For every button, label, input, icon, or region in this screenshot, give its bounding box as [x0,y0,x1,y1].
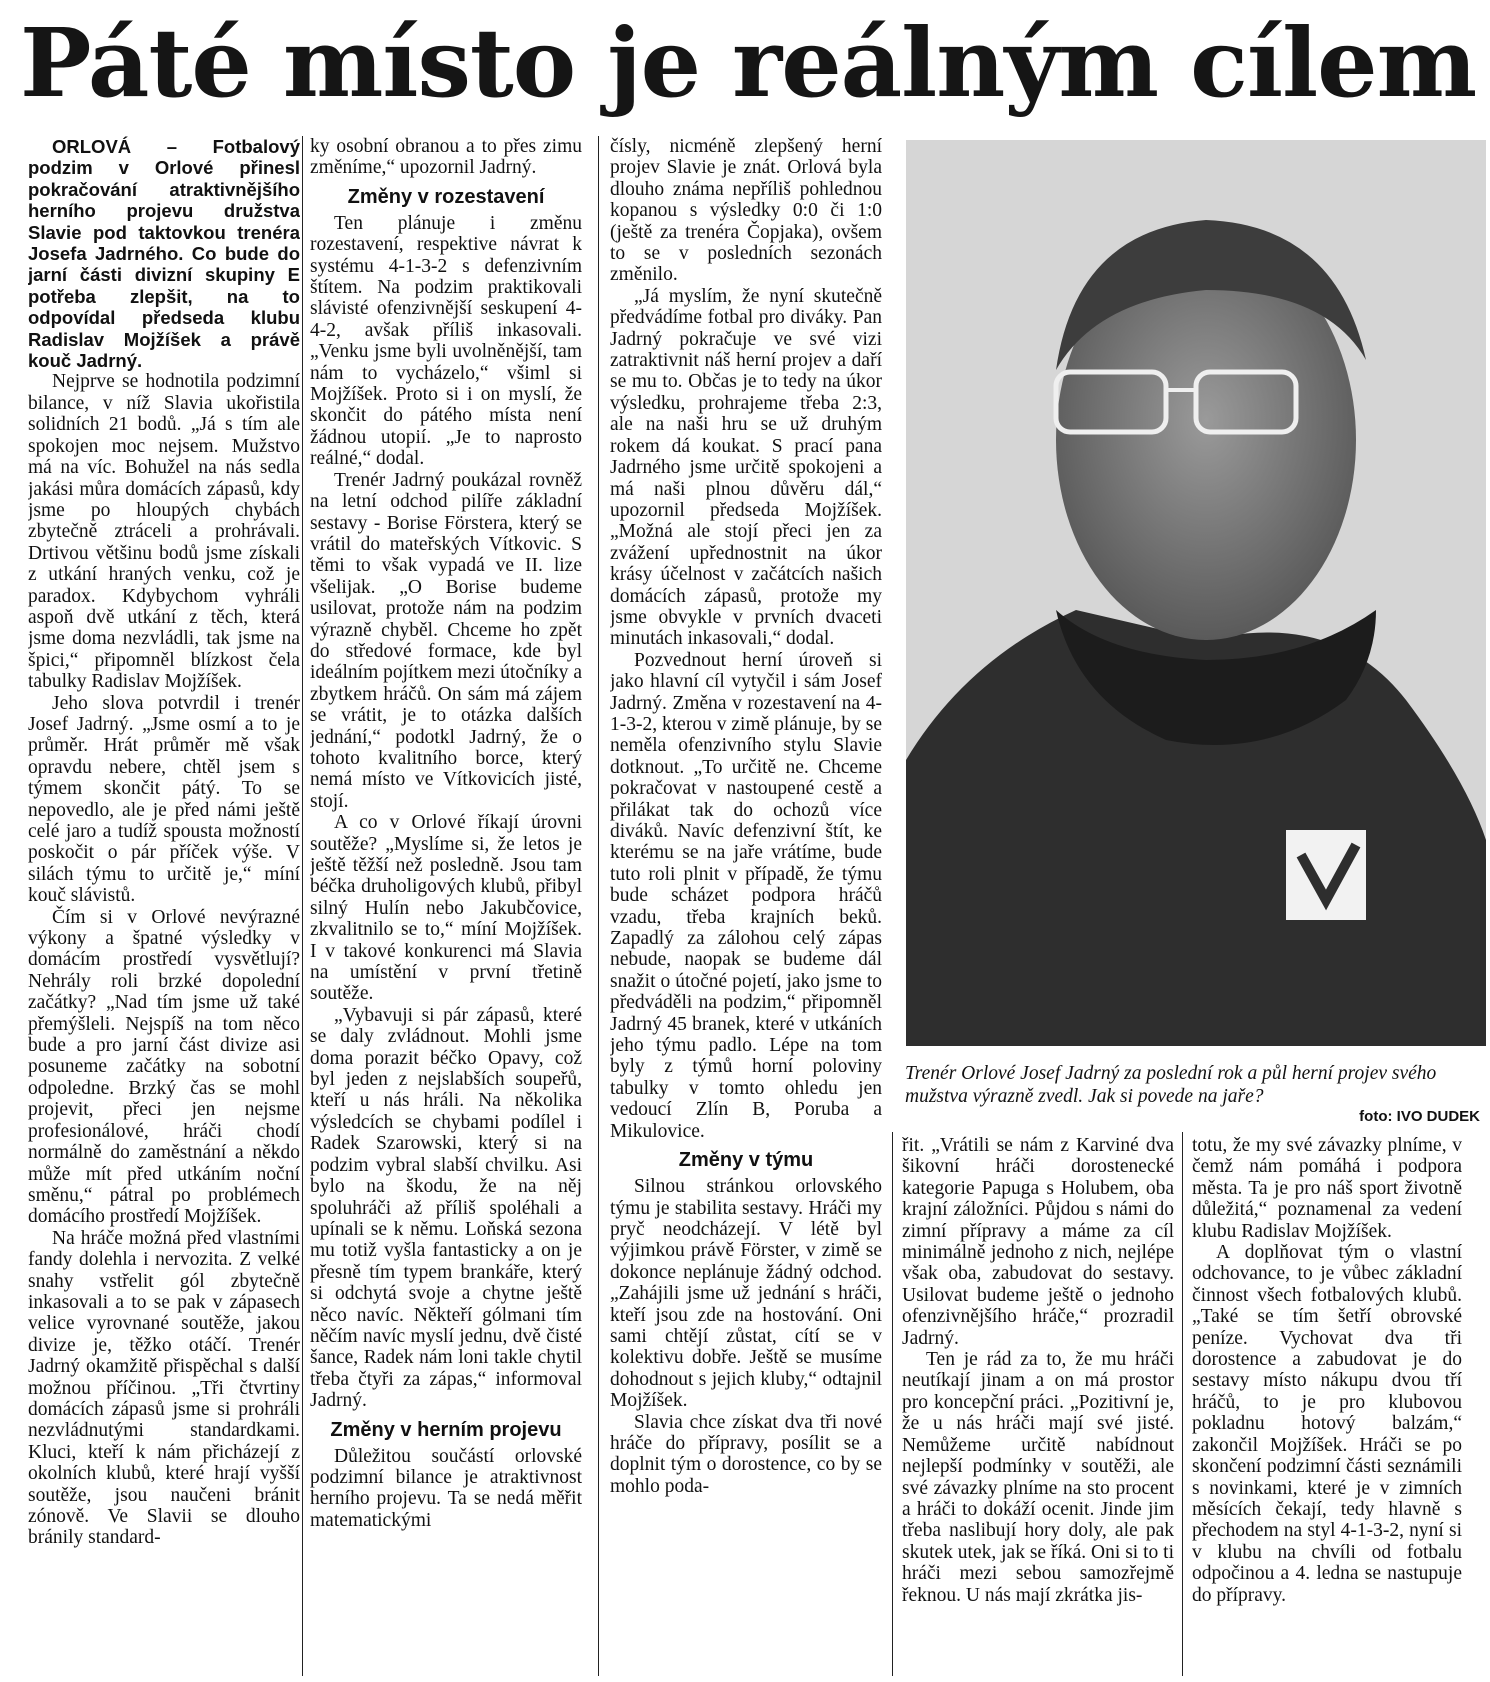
paragraph: A doplňovat tým o vlastní odchovance, to je vůbec základní činnost všech fotbalových klubů. „Také se tím šetří obrovské peníze. Vychovat dva tři dorostence a zabudovat je do sestavy místo nákupu dvou tří hráčů, to je pro klubovou pokladnu hotový balzám,“ zakončil Mojžíšek. Hráči se po skončení podzimní části seznámili s novinkami, které je v zimních měsících čekají, tedy hlavně s přechodem na styl 4-1-3-2, nyní si v klubu na chvíli od fotbalu odpočinou a 4. ledna se nastupuje do přípravy. [1192,1242,1462,1606]
paragraph: čísly, nicméně zlepšený herní projev Slavie je znát. Orlová byla dlouho známa nepříliš pohlednou kopanou s výsledky 0:0 či 1:0 (ještě za trenéra Čopjaka), ovšem to se v posledních sezonách změnilo. [610,136,882,286]
paragraph: Ten plánuje i změnu rozestavení, respektive návrat k systému 4-1-3-2 s defenzivním štítem. Na podzim praktikovali slávisté ofenzivnější seskupení 4-4-2, avšak příliš inkasovali. „Venku jsme byli uvolněnější, tam nám to vycházelo,“ všiml si Mojžíšek. Proto si i on myslí, že skončit do pátého místa není žádnou utopií. „Je to naprosto reálné,“ dodal. [310,212,582,470]
paragraph: Nejprve se hodnotila podzimní bilance, v níž Slavia ukořistila solidních 21 bodů. „Já s tím ale spokojen moc nejsem. Mužstvo má na víc. Bohužel na nás sedla jakási můra domácích zápasů, kdy jsme po hloupých chybách zbytečně ztráceli a prohrávali. Drtivou většinu bodů jsme získali z utkání hraných venku, což je paradox. Kdybychom vyhráli aspoň dvě utkání z těch, která jsme doma nezvládli, tak jsme na špici,“ připomněl blízkost čela tabulky Radislav Mojžíšek. [28,371,300,693]
paragraph: Trenér Jadrný poukázal rovněž na letní odchod pilíře základní sestavy - Borise Förstera, který se vrátil do mateřských Vítkovic. S těmi to však vypadá ve II. lize všelijak. „O Borise budeme usilovat, protože nám na podzim výrazně chyběl. Chceme ho zpět do středové formace, kde byl ideálním pojítkem mezi útočníky a zbytkem hráčů. On sám má zájem se vrátit, je to otázka dalších jednání,“ podotkl Jadrný, že o tohoto kvalitního borce, který nemá místo ve Vítkovicích jisté, stojí. [310,469,582,812]
paragraph: „Já myslím, že nyní skutečně předvádíme fotbal pro diváky. Pan Jadrný pokračuje ve své vizi zatraktivnit náš herní projev a daří se mu to. Občas je to tedy na úkor výsledku, prohrajeme třeba 2:3, ale na naši hru se už druhým rokem dá koukat. S prací pana Jadrného jsme určitě spokojeni a má naši plnou důvěru dál,“ upozornil předseda Mojžíšek. „Možná ale stojí přeci jen za zvážení upřednostnit na úkor krásy účelnost v začátcích našich domácích zápasů, protože my jsme obvykle v prvních dvaceti minutách inkasovali,“ dodal. [610,285,882,650]
paragraph: Slavia chce získat dva tři nové hráče do přípravy, posílit se a doplnit tým o dorostence, co by se mohlo poda- [610,1411,882,1497]
paragraph: Ten je rád za to, že mu hráči neutíkají jinam a on má prostor pro koncepční práci. „Pozitivní je, že u nás hráči mají své jisté. Nemůžeme určitě nabídnout nejlepší podmínky v soutěži, ale své závazky plníme na sto procent a hráči to dokáží ocenit. Jinde jim třeba naslibují hory doly, ale pak skutek utek, jak se říká. Oni si to ti hráči mezi sebou samozřejmě řeknou. U nás mají zkrátka jis- [902,1349,1174,1606]
article-column-2 [310,136,582,1676]
paragraph: Silnou stránkou orlovského týmu je stabilita sestavy. Hráči my pryč neodcházejí. V létě byl výjimkou právě Förster, v zimě se dokonce neplánuje žádný odchod. „Zahájili jsme už jednání s hráči, kteří jsou zde na hostování. Oni sami chtějí zůstat, cítí se v kolektivu dobře. Ještě se musíme dohodnout s jejich kluby,“ odtajnil Mojžíšek. [610,1176,882,1412]
coach-portrait-image [906,140,1486,1046]
photo-caption: Trenér Orlové Josef Jadrný za poslední rok a půl herní projev svého mužstva výrazně zvedl. Jak si povede na jaře? [905,1063,1437,1107]
subheading-tym: Změny v týmu [678,1149,814,1172]
lead-paragraph [28,136,300,371]
subheading-herni-projev: Změny v herním projevu [330,1418,562,1441]
paragraph: Čím si v Orlové nevýrazné výkony a špatné výsledky v domácím prostředí vysvětlují? Nehrály roli brzké dopolední začátky? „Nad tím jsme už také přemýšleli. Nejspíš na tom něco bude a pro jarní část divize asi posuneme začátky na sobotní odpoledne. Brzký čas se mohl projevit, přeci jen nejsme profesionálové, hráči chodí normálně do zaměstnání a někdo může mít před utkáním noční směnu,“ pátral po problémech domácího prostředí Mojžíšek. [28,906,300,1228]
column-rule [598,136,599,1676]
paragraph: řit. „Vrátili se nám z Karviné dva šikovní hráči dorostenecké kategorie Papuga s Holubem, oba krajní záložníci. Půjdou s námi do zimní přípravy a máme za cíl minimálně jednoho z nich, nejlépe však oba, zabudovat do sestavy. Usilovat budeme ještě o jednoho ofenzivnějšího hráče,“ prozradil Jadrný. [902,1135,1174,1349]
paragraph: totu, že my své závazky plníme, v čemž nám pomáhá i podpora města. Ta je pro náš sport životně důležitá,“ poznamenal za vedení klubu Radislav Mojžíšek. [1192,1135,1462,1242]
column-rule [1182,1132,1183,1676]
column-rule [892,1132,893,1676]
article-column-4 [902,1135,1174,1675]
article-column-3 [610,136,882,1676]
dateline: ORLOVÁ [52,136,132,157]
photo-credit: foto: IVO DUDEK [1359,1108,1480,1125]
paragraph: „Vybavuji si pár zápasů, které se daly zvládnout. Mohli jsme doma porazit béčko Opavy, což byl jeden z nejslabších soupeřů, kteří u nás hráli. Na několika výsledcích se chybami podílel i Radek Szarowski, který si na podzim vybral slabší chvilku. Asi bylo na škodu, že na něj spoluhráči až příliš spoléhali a upínali se k němu. Loňská sezona mu totiž vyšla fantasticky a on je přesně tím typem brankáře, který si odchytá svoje a chytne ještě něco navíc. Někteří gólmani tím něčím navíc myslí jednu, dvě čisté šance, Radek nám loni takle chytil třeba čtyři za zápas,“ informoval Jadrný. [310,1004,582,1412]
headline: Páté místo je reálným cílem [20,8,1477,119]
column-rule [302,136,303,1676]
coach-photo [906,140,1486,1046]
article-column-1 [28,136,300,1676]
paragraph: Na hráče možná před vlastními fandy dolehla i nervozita. Z velké snahy vstřelit gól zbytečně inkasovali a to se pak v zápasech velice vyrovnané soutěže, jakou divize je, těžko otáčí. Trenér Jadrný okamžitě přispěchal s další možnou příčinou. „Tři čtvrtiny domácích zápasů jsme si prohráli nezvládnutými standardkami. Kluci, kteří k nám přicházejí z okolních klubů, které hrají vyšší soutěže, jsou naučeni bránit zónově. Ve Slavii se dlouho bránily standard- [28,1227,300,1549]
article-column-5 [1192,1135,1462,1675]
paragraph: Důležitou součástí orlovské podzimní bilance je atraktivnost herního projevu. Ta se nedá měřit matematickými [310,1445,582,1531]
subheading-rozestaveni: Změny v rozestavení [347,185,545,208]
paragraph: ky osobní obranou a to přes zimu změníme,“ upozornil Jadrný. [310,136,582,179]
lead-text: – Fotbalový podzim v Orlové přinesl pokračování atraktivnějšího herního projevu družstva Slavie pod taktovkou trenéra Josefa Jadrného. Co bude do jarní části divizní skupiny E potřeba zlepšit, na to odpovídal předseda klubu Radislav Mojžíšek a právě kouč Jadrný. [28,136,300,372]
paragraph: A co v Orlové říkají úrovni soutěže? „Myslíme si, že letos je ještě těžší než posledně. Jsou tam béčka druholigových klubů, přibyl silný Hulín nebo Jakubčovice, zkvalitnilo se to,“ míní Mojžíšek. I v takové konkurenci má Slavia na umístění v první třetině soutěže. [310,812,582,1005]
paragraph: Jeho slova potvrdil i trenér Josef Jadrný. „Jsme osmí a to je průměr. Hrát průměr mě však opravdu nebere, chtěl jsem s týmem skončit pátý. To se nepovedlo, ale je před námi ještě celé jaro a tudíž spousta možností poskočit o pár příček výše. V silách týmu to určitě je,“ míní kouč slávistů. [28,692,300,907]
paragraph: Pozvednout herní úroveň si jako hlavní cíl vytyčil i sám Josef Jadrný. Změna v rozestavení na 4-1-3-2, kterou v zimě plánuje, by se neměla ofenzivního stylu Slavie dotknout. „To určitě ne. Chceme pokračovat v nastoupené cestě a přilákat tak do ochozů více diváků. Navíc defenzivní štít, ke kterému se na jaře vrátíme, bude tuto roli plnit v případě, že týmu bude scházet podpora hráčů vzadu, třeba krajních beků. Zapadlý za zálohou celý zápas nebude, naopak se budeme dál snažit o útočné pojetí, jako jsme to předváděli na podzim,“ připomněl Jadrný 45 branek, které v utkáních jeho týmu padlo. Lépe na tom byly z týmů horní poloviny tabulky v tomto ohledu jen vedoucí Zlín B, Poruba a Mikulovice. [610,649,882,1142]
